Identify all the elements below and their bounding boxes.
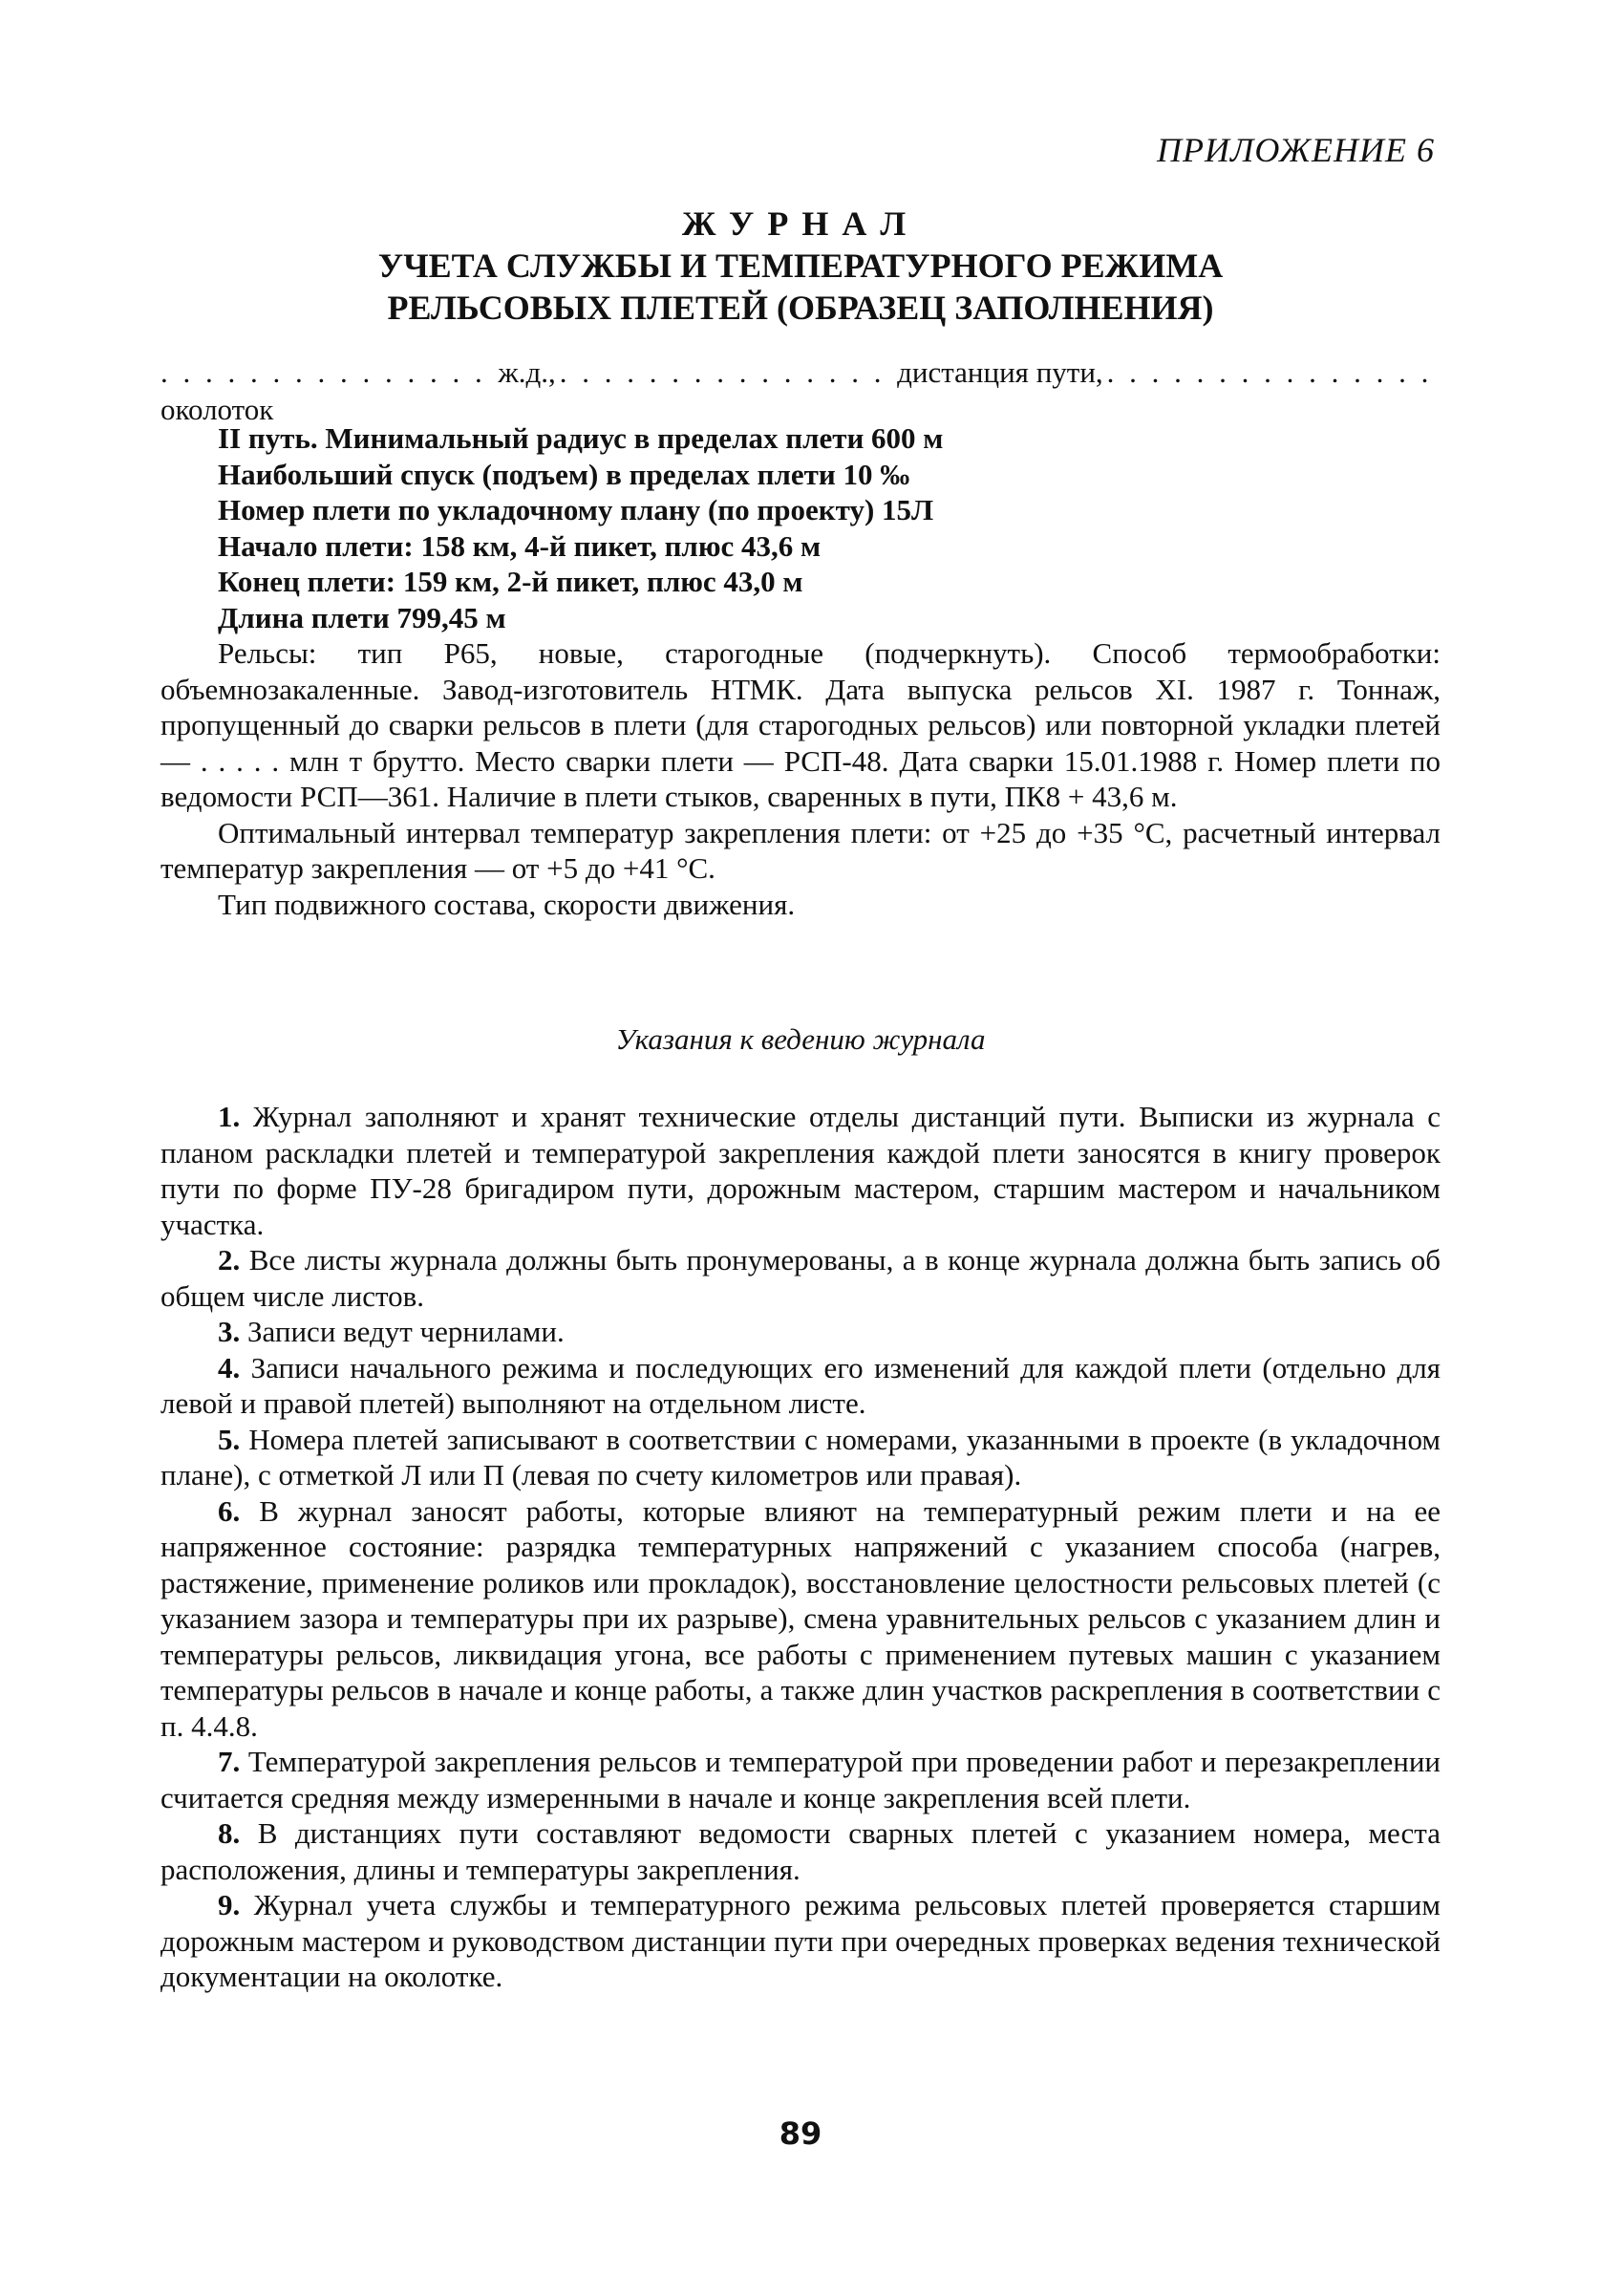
instruction-item (160, 1493, 1441, 1745)
spec-track-radius: II путь. Минимальный радиус в пределах плети 600 м (218, 421, 944, 455)
spec-start: Начало плети: 158 км, 4-й пикет, плюс 43,6 м (218, 528, 822, 563)
title-line-2: УЧЕТА СЛУЖБЫ И ТЕМПЕРАТУРНОГО РЕЖИМА (377, 247, 1224, 285)
instruction-item (160, 1422, 1441, 1493)
instruction-text: Все листы журнала должны быть пронумерованы, а в конце журнала должна быть запись об общем числе листов. (160, 1243, 1441, 1313)
instruction-text: Журнал заполняют и хранят технические отделы дистанций пути. Выписки из журнала с планом раскладки плетей и температурой закрепления каждой плети заносятся в книгу проверок пути по форме ПУ-28 бригадиром пути, дорожным мастером, старшим мастером и начальником участка. (160, 1100, 1441, 1241)
instruction-text: Номера плетей записывают в соответствии с номерами, указанными в проекте (в укладочном плане), с отметкой Л или П (левая по счету километров или правая). (160, 1422, 1441, 1491)
page-number: 89 (779, 2115, 822, 2152)
instruction-item (160, 1350, 1441, 1422)
instruction-text: В дистанциях пути составляют ведомости сварных плетей с указанием номера, места расположения, длины и температуры закрепления. (160, 1816, 1441, 1886)
instruction-item (160, 1314, 1441, 1350)
instruction-number: 4. (218, 1350, 241, 1384)
railway-distance-line (160, 354, 1441, 391)
instruction-item (160, 1815, 1441, 1887)
instruction-text: В журнал заносят работы, которые влияют на температурный режим плети и на ее напряженное состояние: разрядка температурных напряжений с указанием способа (нагрев, растяжение, применение роликов или прокладок), восстановление целостности рельсовых плетей (с указанием зазора и температуры при их разрыве), смена уравнительных рельсов с указанием длин и температуры рельсов, ликвидация угона, все работы с применением путевых машин с указанием температуры рельсов в начале и конце работы, а также длин участков раскрепления в соответствии с п. 4.4.8. (160, 1493, 1441, 1743)
instruction-number: 8. (218, 1816, 241, 1850)
instruction-number: 5. (218, 1422, 241, 1456)
instruction-item (160, 1887, 1441, 1995)
instruction-number: 7. (218, 1745, 241, 1778)
instruction-text: Журнал учета службы и температурного режима рельсовых плетей проверяется старшим дорожным мастером и руководством дистанции пути при очередных проверках ведения технической документации на околотке. (160, 1888, 1441, 1993)
blank-distance (560, 354, 893, 391)
instruction-text: Записи ведут чернилами. (247, 1315, 565, 1348)
instructions-list (160, 1099, 1441, 1995)
distance-label: дистанция пути, (897, 355, 1103, 389)
document-title (160, 203, 1441, 329)
instruction-number: 3. (218, 1315, 241, 1348)
instruction-item (160, 1099, 1441, 1242)
spec-length: Длина плети 799,45 м (218, 600, 506, 634)
interval-paragraph: Оптимальный интервал температур закрепления плети: от +25 до +35 °С, расчетный интервал температур закрепления — от +5 до +41 °С. (160, 815, 1441, 885)
instruction-number: 1. (218, 1100, 241, 1133)
form-fields (160, 354, 1441, 428)
instruction-text: Записи начального режима и последующих его изменений для каждой плети (отдельно для левой и правой плетей) выполняют на отдельном листе. (160, 1350, 1441, 1420)
instruction-number: 2. (218, 1243, 241, 1277)
instruction-item (160, 1744, 1441, 1815)
blank-railway (160, 354, 494, 391)
spec-slope: Наибольший спуск (подъем) в пределах плети 10 ‰ (218, 457, 910, 491)
okolotok-label: околоток (160, 393, 274, 426)
rails-paragraph: Рельсы: тип Р65, новые, старогодные (подчеркнуть). Способ термообработки: объемнозакаленные. Завод-изготовитель НТМК. Дата выпуска рельсов XI. 1987 г. Тоннаж, пропущенный до сварки рельсов в плети (для старогодных рельсов) или повторной укладки плетей — . . . . . млн т брутто. Место сварки плети — РСП-48. Дата сварки 15.01.1988 г. Номер плети по ведомости РСП—361. Наличие в плети стыков, сваренных в пути, ПК8 + 43,6 м. (160, 636, 1441, 813)
appendix-label: ПРИЛОЖЕНИЕ 6 (1157, 131, 1435, 169)
instruction-number: 6. (218, 1493, 241, 1528)
rolling-stock-paragraph: Тип подвижного состава, скорости движения. (218, 887, 796, 921)
rail-spec (218, 420, 1441, 635)
rails-details (160, 635, 1441, 922)
instruction-text: Температурой закрепления рельсов и температурой при проведении работ и перезакреплении считается средняя между измеренными в начале и конце закрепления всей плети. (160, 1745, 1441, 1814)
spec-rail-number: Номер плети по укладочному плану (по проекту) 15Л (218, 493, 934, 526)
instructions-heading: Указания к ведению журнала (615, 1022, 986, 1056)
instruction-number: 9. (218, 1888, 241, 1921)
railway-label: ж.д., (498, 355, 556, 389)
instruction-item (160, 1242, 1441, 1314)
spec-end: Конец плети: 159 км, 2-й пикет, плюс 43,0 м (218, 565, 803, 598)
title-line-journal: ЖУРНАЛ (681, 204, 920, 243)
blank-end (1107, 354, 1441, 391)
title-line-3: РЕЛЬСОВЫХ ПЛЕТЕЙ (ОБРАЗЕЦ ЗАПОЛНЕНИЯ) (387, 289, 1214, 327)
